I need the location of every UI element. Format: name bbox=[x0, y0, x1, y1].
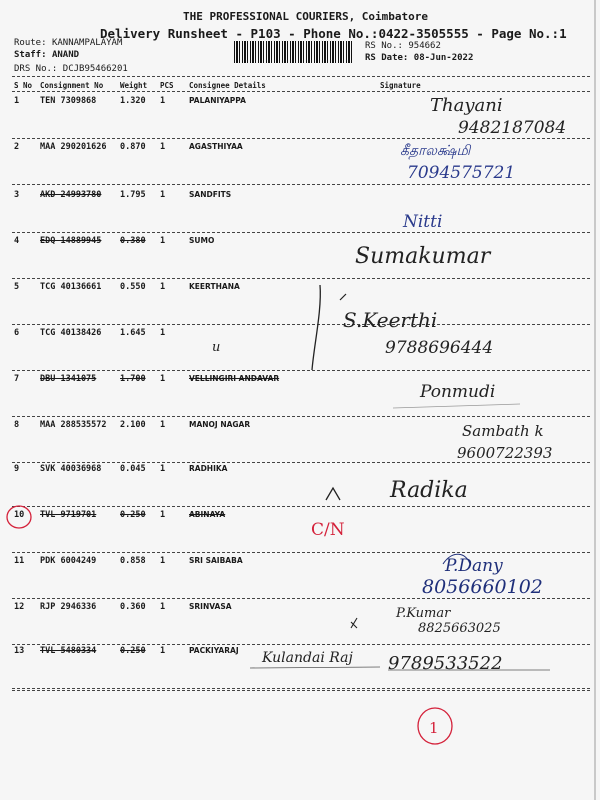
drs-label: DRS No.: bbox=[14, 64, 58, 74]
rs-no-label: RS No.: bbox=[365, 41, 403, 51]
row-weight: 0.360 bbox=[120, 602, 146, 612]
row-consignee: ABINAYA bbox=[189, 510, 226, 519]
row-pcs: 1 bbox=[160, 602, 166, 612]
rs-date-value: 08-Jun-2022 bbox=[413, 53, 474, 63]
r1-signature: Thayani bbox=[430, 95, 503, 116]
row-pcs: 1 bbox=[160, 282, 166, 292]
row-consignee: SANDFITS bbox=[189, 190, 232, 199]
row-consignment-no: TCG 40138426 bbox=[40, 328, 102, 338]
row-sno: 10 bbox=[14, 510, 25, 520]
r8-signature: Sambath k bbox=[462, 422, 544, 440]
runsheet-subtitle: Delivery Runsheet - P103 - Phone No.:0422-3505555 - Page No.:1 bbox=[100, 26, 567, 41]
row-consignment-no: MAA 290201626 bbox=[40, 142, 107, 152]
row-sno: 11 bbox=[14, 556, 25, 566]
staff-value: ANAND bbox=[51, 50, 80, 60]
r6-mark: u bbox=[212, 340, 221, 355]
row-consignee: SRINVASA bbox=[189, 602, 232, 611]
row-pcs: 1 bbox=[160, 646, 166, 656]
r13-phone: 9789533522 bbox=[388, 653, 503, 674]
row-weight: 1.700 bbox=[120, 374, 146, 384]
row-sno: 8 bbox=[14, 420, 20, 430]
col-weight: Weight bbox=[120, 81, 148, 90]
row-sno: 13 bbox=[14, 646, 25, 656]
row-consignee: PACKIYARAJ bbox=[189, 646, 239, 655]
r5-pen-mark bbox=[340, 294, 346, 300]
r5-phone: 9788696444 bbox=[385, 338, 494, 358]
row-consignment-no: TVL 5480334 bbox=[40, 646, 97, 656]
row-sno: 1 bbox=[14, 96, 20, 106]
row-sno: 9 bbox=[14, 464, 20, 474]
row-consignment-no: TVL 9719701 bbox=[40, 510, 97, 520]
col-signature: Signature bbox=[380, 81, 421, 90]
route-label: Route: bbox=[14, 38, 47, 48]
row-pcs: 1 bbox=[160, 328, 166, 338]
row-weight: 0.380 bbox=[120, 236, 146, 246]
r9-signature: Radika bbox=[390, 478, 468, 503]
row-pcs: 1 bbox=[160, 142, 166, 152]
row-consignee: VELLINGIRI ANDAVAR bbox=[189, 374, 280, 383]
rs-date-label: RS Date: bbox=[365, 53, 409, 63]
r1-phone: 9482187084 bbox=[458, 118, 567, 138]
row-sno: 2 bbox=[14, 142, 20, 152]
row-consignment-no: MAA 288535572 bbox=[40, 420, 107, 430]
r9-tick-mark bbox=[326, 488, 340, 500]
row-consignee: MANOJ NAGAR bbox=[189, 420, 251, 429]
row-sno: 12 bbox=[14, 602, 25, 612]
r12-alpha-mark bbox=[351, 618, 357, 628]
row-sno: 4 bbox=[14, 236, 20, 246]
row-consignee: SUMO bbox=[189, 236, 215, 245]
r4-signature: Sumakumar bbox=[355, 244, 491, 269]
r5-signature: S.Keerthi bbox=[343, 308, 438, 332]
row-pcs: 1 bbox=[160, 420, 166, 430]
col-consignment: Consignment No bbox=[40, 81, 104, 90]
row-pcs: 1 bbox=[160, 96, 166, 106]
row-consignment-no: RJP 2946336 bbox=[40, 602, 97, 612]
row-consignee: RADHIKA bbox=[189, 464, 228, 473]
row-weight: 1.645 bbox=[120, 328, 146, 338]
row-pcs: 1 bbox=[160, 190, 166, 200]
col-pcs: PCS bbox=[160, 81, 174, 90]
r11-flourish bbox=[443, 554, 470, 564]
col-sno: S No bbox=[14, 81, 33, 90]
row-pcs: 1 bbox=[160, 236, 166, 246]
row-pcs: 1 bbox=[160, 374, 166, 384]
r5-tick-stroke bbox=[312, 285, 320, 370]
r7-underline bbox=[393, 404, 520, 408]
r7-signature: Ponmudi bbox=[420, 382, 496, 402]
r11-phone: 8056660102 bbox=[422, 576, 543, 598]
row-weight: 0.250 bbox=[120, 510, 146, 520]
row-weight: 0.858 bbox=[120, 556, 146, 566]
bottom-red-circle bbox=[418, 708, 452, 744]
r2-signature: கீதாலக்ஷ்மி bbox=[400, 143, 471, 159]
drs-value: DCJB95466201 bbox=[62, 64, 128, 74]
row-consignment-no: PDK 6004249 bbox=[40, 556, 97, 566]
row-consignee: KEERTHANA bbox=[189, 282, 240, 291]
rs-no-value: 954662 bbox=[408, 41, 441, 51]
row10-red-circle bbox=[7, 506, 31, 528]
row-consignee: SRI SAIBABA bbox=[189, 556, 243, 565]
row-consignment-no: DBU 1341075 bbox=[40, 374, 97, 384]
row-weight: 0.550 bbox=[120, 282, 146, 292]
row-consignment-no: TEN 7309868 bbox=[40, 96, 97, 106]
r10-cn-mark: C/N bbox=[311, 520, 345, 540]
r13-signature: Kulandai Raj bbox=[262, 650, 353, 666]
row-sno: 6 bbox=[14, 328, 20, 338]
row-consignment-no: TCG 40136661 bbox=[40, 282, 102, 292]
row-consignee: PALANIYAPPA bbox=[189, 96, 246, 105]
row-weight: 2.100 bbox=[120, 420, 146, 430]
r8-phone: 9600722393 bbox=[457, 444, 553, 462]
row-consignee: AGASTHIYAA bbox=[189, 142, 243, 151]
route-value: KANNAMPALAYAM bbox=[51, 38, 123, 48]
r12-phone: 8825663025 bbox=[418, 621, 501, 636]
row-weight: 1.795 bbox=[120, 190, 146, 200]
r11-signature: P.Dany bbox=[445, 556, 503, 576]
r13-underline bbox=[250, 667, 380, 668]
row-consignment-no: EDQ 14889945 bbox=[40, 236, 102, 246]
row-sno: 5 bbox=[14, 282, 20, 292]
row-pcs: 1 bbox=[160, 464, 166, 474]
staff-label: Staff: bbox=[14, 50, 47, 60]
row-sno: 7 bbox=[14, 374, 20, 384]
col-consignee: Consignee Details bbox=[189, 81, 266, 90]
row-consignment-no: SVK 40036968 bbox=[40, 464, 102, 474]
r2-phone: 7094575721 bbox=[407, 163, 516, 183]
row-sno: 3 bbox=[14, 190, 20, 200]
row-consignment-no: AKD 24993780 bbox=[40, 190, 102, 200]
r12-signature: P.Kumar bbox=[396, 606, 451, 621]
row-pcs: 1 bbox=[160, 556, 166, 566]
company-title: THE PROFESSIONAL COURIERS, Coimbatore bbox=[183, 10, 429, 23]
row-weight: 0.870 bbox=[120, 142, 146, 152]
r4-signature-mark: Nitti bbox=[403, 212, 443, 232]
row-weight: 0.250 bbox=[120, 646, 146, 656]
row-pcs: 1 bbox=[160, 510, 166, 520]
bottom-circled-number: 1 bbox=[429, 719, 439, 737]
row-weight: 1.320 bbox=[120, 96, 146, 106]
row-weight: 0.045 bbox=[120, 464, 146, 474]
